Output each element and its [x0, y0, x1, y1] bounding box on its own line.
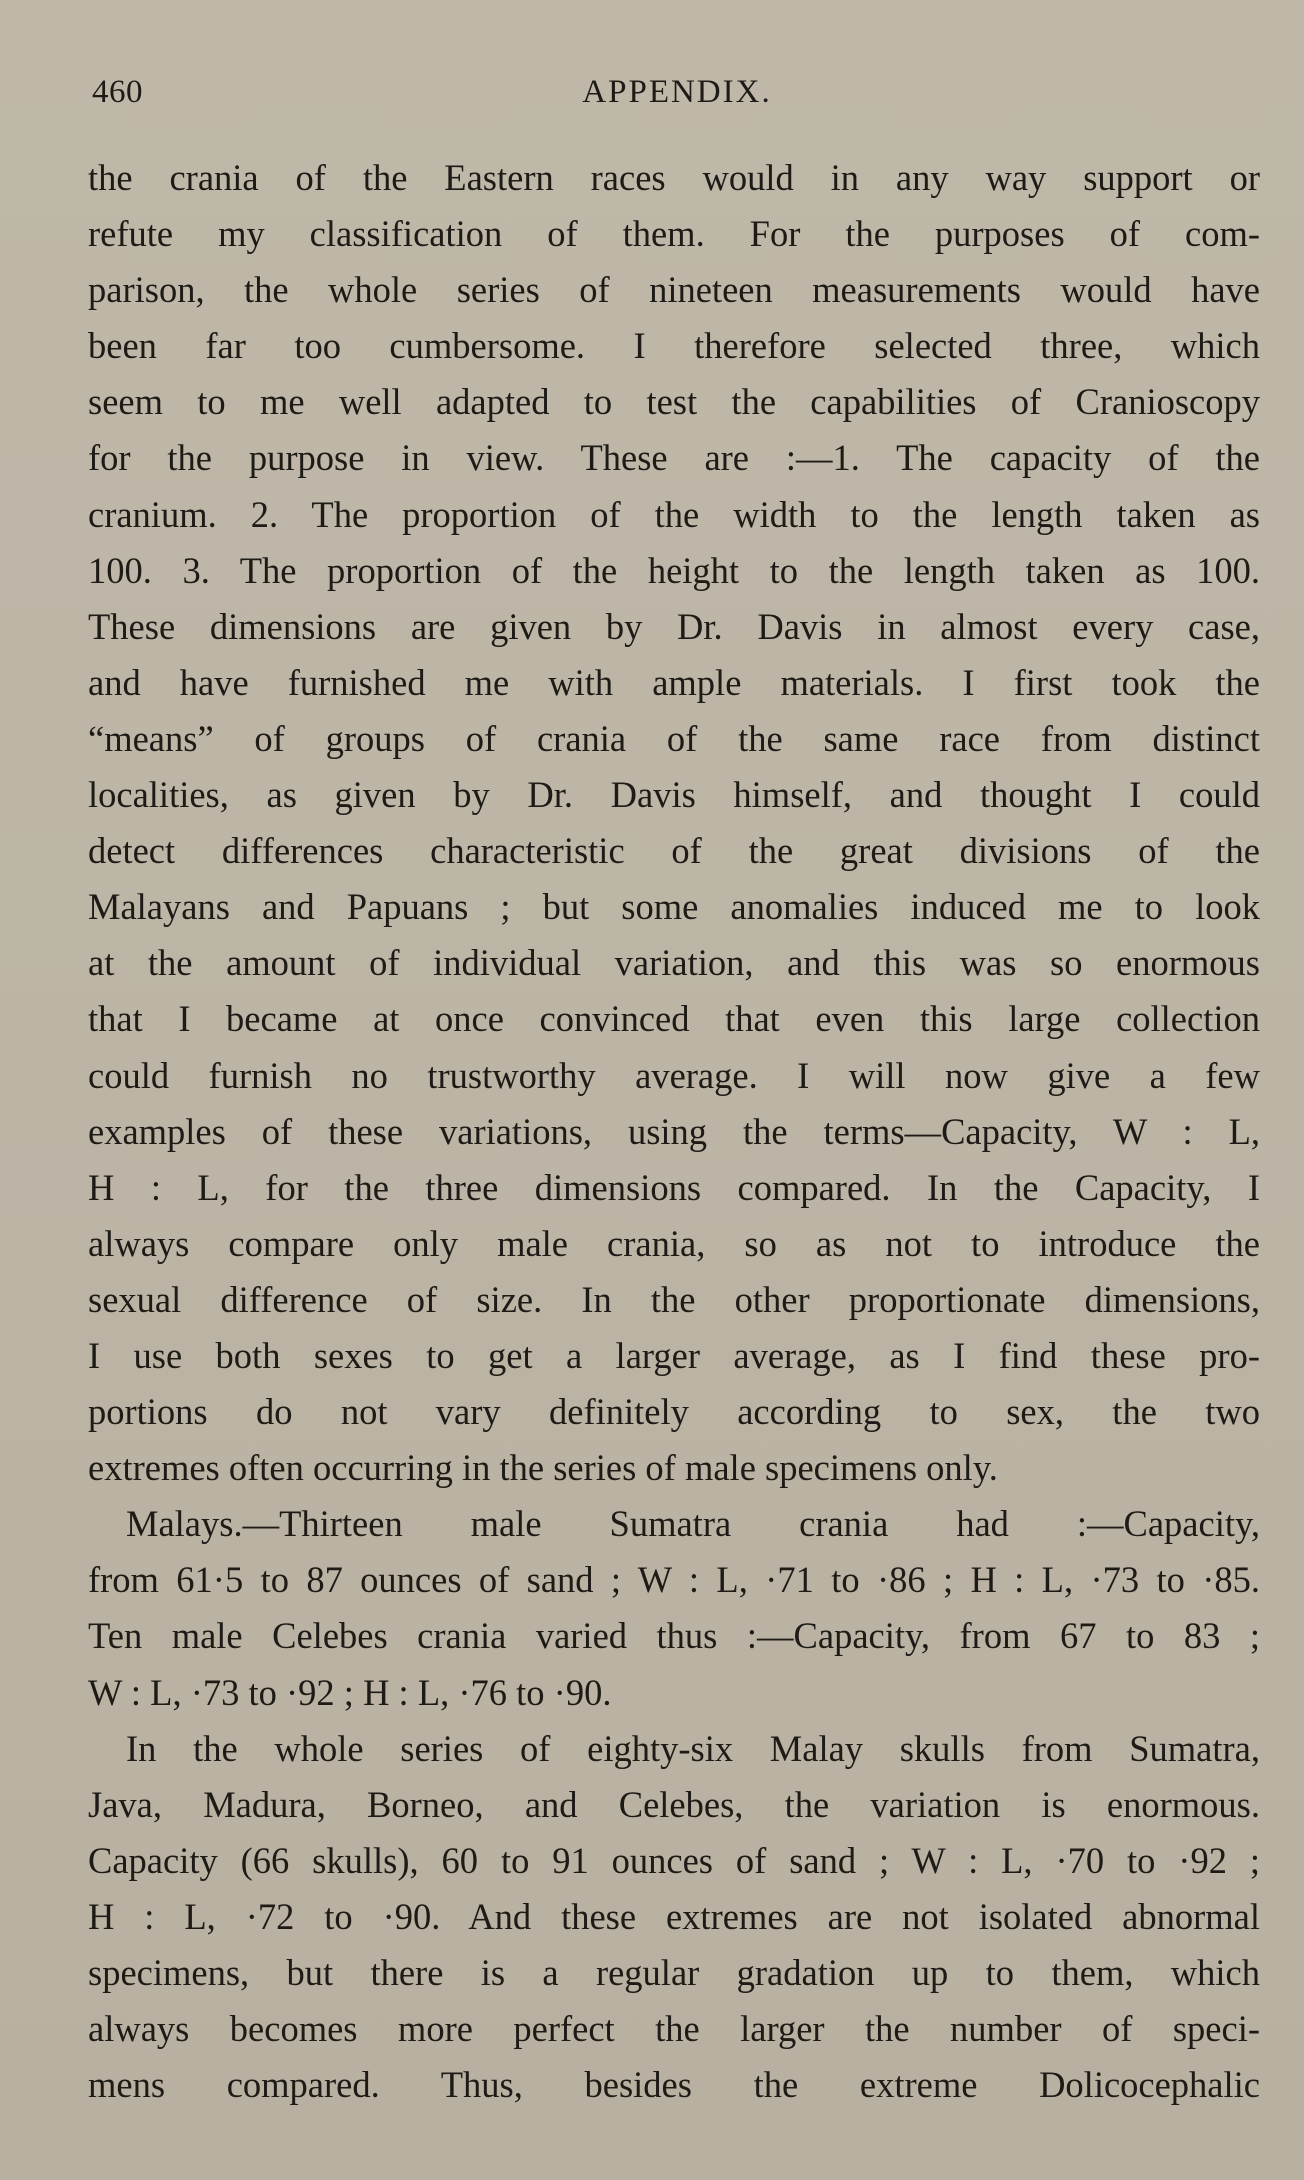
text-line: I use both sexes to get a larger average, as I find these pro- — [88, 1334, 1260, 1376]
text-line: refute my classification of them. For the purposes of com- — [88, 213, 1260, 255]
running-head: APPENDIX. — [582, 74, 772, 110]
text-line: at the amount of individual variation, and this was so enormous — [88, 942, 1260, 984]
text-line: 100. 3. The proportion of the height to the length taken as 100. — [88, 549, 1260, 591]
text-line: W : L, ·73 to ·92 ; H : L, ·76 to ·90. — [88, 1671, 612, 1713]
text-line: could furnish no trustworthy average. I will now give a few — [88, 1054, 1260, 1096]
text-line: always compare only male crania, so as not to introduce the — [88, 1222, 1260, 1264]
text-line: In the whole series of eighty-six Malay skulls from Sumatra, — [126, 1727, 1260, 1769]
text-line: sexual difference of size. In the other proportionate dimensions, — [88, 1278, 1260, 1320]
body-text — [88, 150, 1260, 2113]
text-line: Malayans and Papuans ; but some anomalies induced me to look — [88, 886, 1260, 928]
text-line: always becomes more perfect the larger the number of speci- — [88, 2008, 1260, 2050]
text-line: Capacity (66 skulls), 60 to 91 ounces of sand ; W : L, ·70 to ·92 ; — [88, 1839, 1260, 1881]
text-line: examples of these variations, using the terms—Capacity, W : L, — [88, 1110, 1260, 1152]
text-line: the crania of the Eastern races would in any way support or — [88, 157, 1260, 198]
text-line: specimens, but there is a regular gradation up to them, which — [88, 1952, 1260, 1993]
text-line: These dimensions are given by Dr. Davis in almost every case, — [88, 605, 1260, 647]
text-line: localities, as given by Dr. Davis himself, and thought I could — [88, 774, 1260, 816]
page-number: 460 — [92, 74, 143, 110]
text-line: Ten male Celebes crania varied thus :—Capacity, from 67 to 83 ; — [88, 1615, 1260, 1657]
text-line: mens compared. Thus, besides the extreme Dolicocephalic — [88, 2064, 1260, 2106]
text-line: been far too cumbersome. I therefore selected three, which — [88, 325, 1260, 367]
page-header — [92, 70, 1262, 120]
text-line: and have furnished me with ample materials. I first took the — [88, 661, 1260, 703]
text-line: that I became at once convinced that even this large collection — [88, 998, 1260, 1040]
text-line: H : L, ·72 to ·90. And these extremes are not isolated abnormal — [88, 1895, 1260, 1937]
text-line: from 61·5 to 87 ounces of sand ; W : L, ·71 to ·86 ; H : L, ·73 to ·85. — [88, 1559, 1260, 1601]
text-line: “means” of groups of crania of the same race from distinct — [88, 717, 1260, 759]
text-line: seem to me well adapted to test the capabilities of Cranioscopy — [88, 381, 1260, 423]
text-line: Malays.—Thirteen male Sumatra crania had :—Capacity, — [126, 1503, 1260, 1545]
text-line: Java, Madura, Borneo, and Celebes, the variation is enormous. — [88, 1783, 1260, 1825]
text-line: portions do not vary definitely according to sex, the two — [88, 1391, 1260, 1433]
text-line: H : L, for the three dimensions compared. In the Capacity, I — [88, 1166, 1260, 1208]
text-line: extremes often occurring in the series of male specimens only. — [88, 1447, 998, 1489]
text-line: parison, the whole series of nineteen measurements would have — [88, 269, 1260, 311]
text-line: for the purpose in view. These are :—1. The capacity of the — [88, 437, 1260, 479]
text-line: detect differences characteristic of the great divisions of the — [88, 830, 1260, 872]
text-line: cranium. 2. The proportion of the width to the length taken as — [88, 493, 1260, 535]
